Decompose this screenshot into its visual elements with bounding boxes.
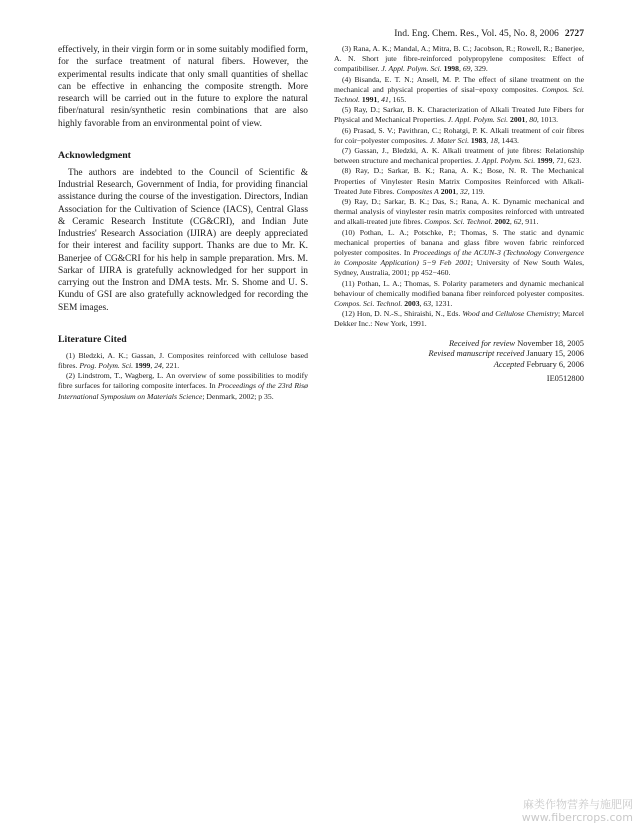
reference-item: (7) Gassan, J., Bledzki, A. K. Alkali treatment of jute fibres: Relationship between structure and mechanical properties. J. Appl. Polym. Sci. 1999, 71, 623. xyxy=(334,146,584,166)
reference-list-left xyxy=(58,351,308,402)
watermark-url: www.fibercrops.com xyxy=(521,811,633,824)
page-number: 2727 xyxy=(564,28,584,39)
running-header xyxy=(330,28,584,39)
manuscript-dates xyxy=(334,339,584,371)
journal-citation: Ind. Eng. Chem. Res., Vol. 45, No. 8, 2006 xyxy=(394,28,559,39)
conclusion-paragraph: effectively, in their virgin form or in some suitably modified form, for the surface treatment of natural fibers. However, the experimental results indicate that only small quantities of shellac can be effective in enhancing the composite strength. More research will be carried out in the future to explore the natural fiber/natural resin/synthetic resin combinations that are also highly favorable from an environmental point of view. xyxy=(58,45,308,129)
reference-item: (12) Hon, D. N.-S., Shiraishi, N., Eds. Wood and Cellulose Chemistry; Marcel Dekker Inc.: New York, 1991. xyxy=(334,309,584,329)
acknowledgment-text: The authors are indebted to the Council of Scientific & Industrial Research, Government of India, for providing financial assistance during the course of the investigation. Directors, Indian Association for the Cultivation of Science (IACS), Central Glass & Ceramic Research Institute (CG&CRI), and Indian Jute Industries' Research Association (IJIRA) are deeply appreciated for their interest and facility support. Thanks are due to Mr. K. Banerjee of CG&CRI for his help in sample preparation. Mrs. M. Sarkar of IJIRA is gratefully acknowledged for her support in carrying out the Instron and DMA tests. Mr. S. Shome and U. S. Kundu of GSI are also gratefully acknowledged for recording the SEM images. xyxy=(58,167,308,313)
reference-item: (3) Rana, A. K.; Mandal, A.; Mitra, B. C.; Jacobson, R.; Rowell, R.; Banerjee, A. N. Short jute fibre-reinforced polypropylene composites: Effect of compatibiliser. J. Appl. Polym. Sci. 1998, 69, 329. xyxy=(334,44,584,74)
right-column xyxy=(334,44,584,383)
reference-item: (10) Pothan, L. A.; Potschke, P.; Thomas, S. The static and dynamic mechanical properties of banana and glass fibre woven fabric reinforced polyester composites. In Proceedings of the ACUN-3 (Technology Convergence in Composite Application) 5−9 Feb 2001; University of New South Wales, Sydney, Australia, 2001; pp 452−460. xyxy=(334,227,584,278)
reference-item: (8) Ray, D.; Sarkar, B. K.; Rana, A. K.; Bose, N. R. The Mechanical Properties of Vinylester Resin Matrix Composites Reinforced with Alkali-Treated Jute Fibres. Composites A 2001, 32, 119. xyxy=(334,166,584,196)
reference-item: (6) Prasad, S. V.; Pavithran, C.; Rohatgi, P. K. Alkali treatment of coir fibres for coir−polyester composites. J. Mater Sci. 1983, 18, 1443. xyxy=(334,125,584,145)
site-watermark xyxy=(522,798,633,824)
reference-item: (11) Pothan, L. A.; Thomas, S. Polarity parameters and dynamic mechanical behaviour of chemically modified banana fiber reinforced polyester composites. Compos. Sci. Technol. 2003, 63, 1231. xyxy=(334,278,584,309)
reference-item: (1) Bledzki, A. K.; Gassan, J. Composites reinforced with cellulose based fibres. Prog. Polym. Sci. 1999, 24, 221. xyxy=(58,350,308,370)
literature-cited-heading: Literature Cited xyxy=(58,333,127,345)
document-id: IE0512800 xyxy=(546,374,584,384)
reference-item: (5) Ray, D.; Sarkar, B. K. Characterization of Alkali Treated Jute Fibers for Physical and Mechanical Properties. J. Appl. Polym. Sci. 2001, 80, 1013. xyxy=(334,105,584,125)
revised-line: Revised manuscript received January 15, 2006 xyxy=(428,349,584,359)
received-line: Received for review November 18, 2005 xyxy=(448,338,584,348)
accepted-line: Accepted February 6, 2006 xyxy=(493,359,584,369)
reference-item: (2) Lindstrom, T., Wagberg, L. An overview of some possibilities to modify fibre surfaces for tailoring composite interfaces. In Proceedings of the 23rd Risø International Symposium on Materials Science; Denmark, 2002; p 35. xyxy=(58,371,308,401)
left-column xyxy=(58,44,308,402)
reference-item: (4) Bisanda, E. T. N.; Ansell, M. P. The effect of silane treatment on the mechanical and physical properties of sisal−epoxy composites. Compos. Sci. Technol. 1991, 41, 165. xyxy=(334,74,585,105)
acknowledgment-heading: Acknowledgment xyxy=(58,149,131,161)
watermark-chinese: 麻类作物营养与施肥网 xyxy=(523,798,633,811)
reference-item: (9) Ray, D.; Sarkar, B. K.; Das, S.; Rana, A. K. Dynamic mechanical and thermal analysis of vinylester resin matrix composites reinforced with untreated and alkali-treated jute fibres. Compos. Sci. Technol. 2002, 62, 911. xyxy=(334,197,584,227)
reference-list-right xyxy=(334,44,584,330)
